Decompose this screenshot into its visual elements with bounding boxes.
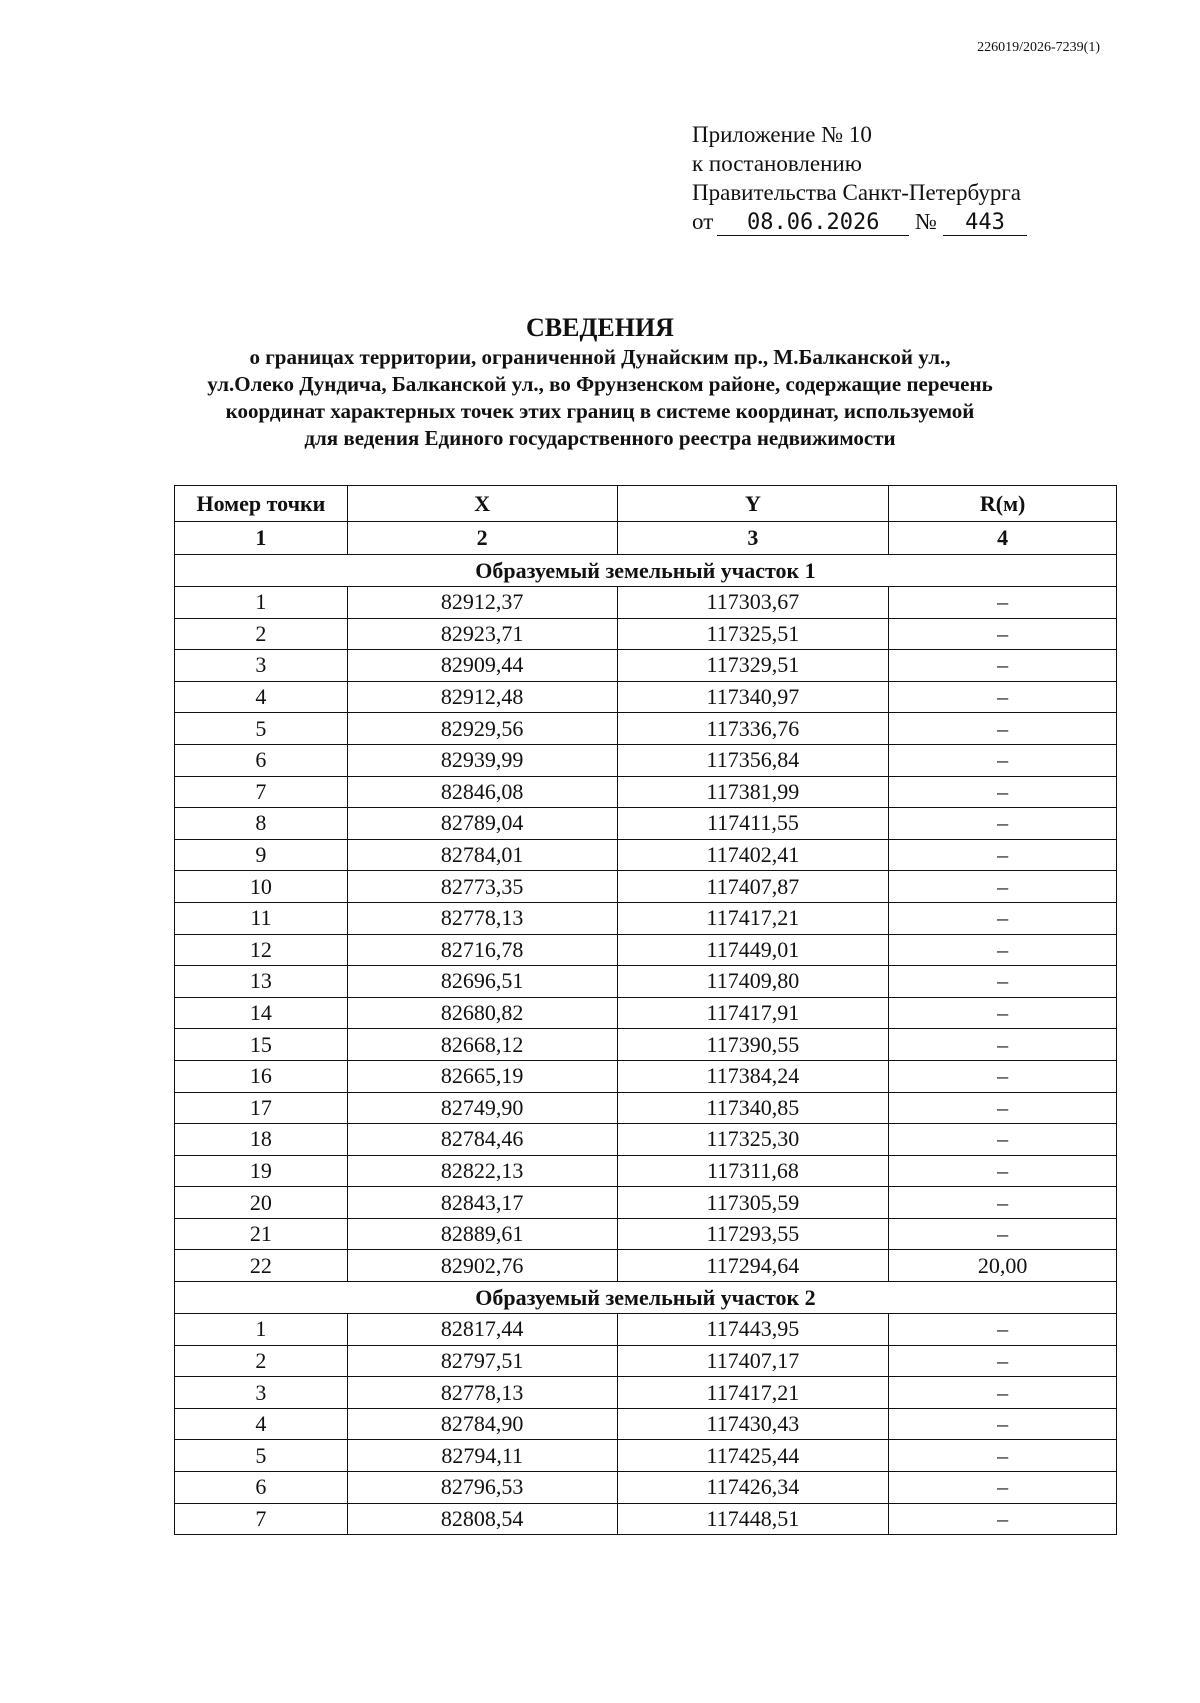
section-row (175, 555, 1117, 587)
decree-number: 443 (943, 211, 1027, 236)
radius-cell: – (889, 587, 1117, 619)
appendix-line-3: Правительства Санкт-Петербурга (692, 180, 1021, 205)
document-heading (150, 312, 1050, 452)
table-row (175, 1250, 1117, 1282)
x-cell: 82797,51 (347, 1345, 617, 1377)
point-number-cell: 17 (175, 1092, 348, 1124)
point-number-cell: 6 (175, 744, 348, 776)
y-cell: 117293,55 (617, 1218, 889, 1250)
x-cell: 82696,51 (347, 966, 617, 998)
appendix-block (692, 120, 1027, 236)
appendix-line-1: Приложение № 10 (692, 122, 872, 147)
point-number-cell: 5 (175, 1440, 348, 1472)
y-cell: 117303,67 (617, 587, 889, 619)
x-cell: 82939,99 (347, 744, 617, 776)
header-y: Y (617, 486, 889, 522)
radius-cell: – (889, 1218, 1117, 1250)
y-cell: 117409,80 (617, 966, 889, 998)
table-row (175, 808, 1117, 840)
appendix-line-2: к постановлению (692, 151, 862, 176)
point-number-cell: 14 (175, 997, 348, 1029)
header-x: X (347, 486, 617, 522)
y-cell: 117443,95 (617, 1314, 889, 1346)
x-cell: 82784,01 (347, 839, 617, 871)
y-cell: 117411,55 (617, 808, 889, 840)
point-number-cell: 1 (175, 587, 348, 619)
table-row (175, 1124, 1117, 1156)
point-number-cell: 4 (175, 1408, 348, 1440)
y-cell: 117425,44 (617, 1440, 889, 1472)
radius-cell: – (889, 839, 1117, 871)
radius-cell: – (889, 1472, 1117, 1504)
x-cell: 82789,04 (347, 808, 617, 840)
point-number-cell: 10 (175, 871, 348, 903)
point-number-cell: 7 (175, 776, 348, 808)
point-number-cell: 11 (175, 902, 348, 934)
radius-cell: – (889, 808, 1117, 840)
y-cell: 117449,01 (617, 934, 889, 966)
x-cell: 82902,76 (347, 1250, 617, 1282)
radius-cell: 20,00 (889, 1250, 1117, 1282)
header-radius: R(м) (889, 486, 1117, 522)
table-row (175, 902, 1117, 934)
x-cell: 82796,53 (347, 1472, 617, 1504)
date-prefix: от (692, 209, 714, 234)
point-number-cell: 1 (175, 1314, 348, 1346)
table-row (175, 1155, 1117, 1187)
table-row (175, 776, 1117, 808)
decree-date: 08.06.2026 (717, 211, 909, 236)
table-row (175, 1408, 1117, 1440)
radius-cell: – (889, 997, 1117, 1029)
x-cell: 82749,90 (347, 1092, 617, 1124)
radius-cell: – (889, 1029, 1117, 1061)
document-id: 226019/2026-7239(1) (977, 40, 1100, 55)
x-cell: 82794,11 (347, 1440, 617, 1472)
table-row (175, 997, 1117, 1029)
radius-cell: – (889, 776, 1117, 808)
point-number-cell: 22 (175, 1250, 348, 1282)
y-cell: 117417,91 (617, 997, 889, 1029)
x-cell: 82778,13 (347, 1377, 617, 1409)
table-row (175, 587, 1117, 619)
point-number-cell: 2 (175, 1345, 348, 1377)
table-row (175, 1314, 1117, 1346)
column-number: 4 (889, 522, 1117, 555)
header-point-number: Номер точки (175, 486, 348, 522)
x-cell: 82808,54 (347, 1503, 617, 1535)
y-cell: 117430,43 (617, 1408, 889, 1440)
radius-cell: – (889, 618, 1117, 650)
radius-cell: – (889, 1408, 1117, 1440)
y-cell: 117340,85 (617, 1092, 889, 1124)
section-row (175, 1282, 1117, 1314)
x-cell: 82846,08 (347, 776, 617, 808)
y-cell: 117417,21 (617, 902, 889, 934)
table-row (175, 1377, 1117, 1409)
point-number-cell: 6 (175, 1472, 348, 1504)
table-row (175, 934, 1117, 966)
y-cell: 117417,21 (617, 1377, 889, 1409)
table-row (175, 966, 1117, 998)
table-row (175, 744, 1117, 776)
x-cell: 82817,44 (347, 1314, 617, 1346)
y-cell: 117325,51 (617, 618, 889, 650)
column-number-row (175, 522, 1117, 555)
y-cell: 117402,41 (617, 839, 889, 871)
y-cell: 117407,17 (617, 1345, 889, 1377)
x-cell: 82778,13 (347, 902, 617, 934)
point-number-cell: 12 (175, 934, 348, 966)
point-number-cell: 16 (175, 1060, 348, 1092)
y-cell: 117390,55 (617, 1029, 889, 1061)
y-cell: 117356,84 (617, 744, 889, 776)
table-row (175, 1503, 1117, 1535)
y-cell: 117294,64 (617, 1250, 889, 1282)
x-cell: 82680,82 (347, 997, 617, 1029)
radius-cell: – (889, 681, 1117, 713)
x-cell: 82912,48 (347, 681, 617, 713)
radius-cell: – (889, 744, 1117, 776)
table-row (175, 650, 1117, 682)
radius-cell: – (889, 934, 1117, 966)
y-cell: 117325,30 (617, 1124, 889, 1156)
x-cell: 82889,61 (347, 1218, 617, 1250)
point-number-cell: 20 (175, 1187, 348, 1219)
table-row (175, 839, 1117, 871)
table-row (175, 1440, 1117, 1472)
section-title: Образуемый земельный участок 2 (175, 1282, 1117, 1314)
appendix-date-line (692, 207, 1027, 236)
radius-cell: – (889, 1345, 1117, 1377)
number-prefix: № (915, 209, 937, 234)
coordinates-table (174, 485, 1117, 1535)
point-number-cell: 8 (175, 808, 348, 840)
radius-cell: – (889, 1440, 1117, 1472)
table-row (175, 1029, 1117, 1061)
y-cell: 117381,99 (617, 776, 889, 808)
radius-cell: – (889, 1377, 1117, 1409)
table-row (175, 1060, 1117, 1092)
radius-cell: – (889, 1124, 1117, 1156)
radius-cell: – (889, 1503, 1117, 1535)
x-cell: 82784,90 (347, 1408, 617, 1440)
heading-line-4: для ведения Единого государственного реестра недвижимости (304, 426, 896, 450)
x-cell: 82923,71 (347, 618, 617, 650)
radius-cell: – (889, 1314, 1117, 1346)
column-number: 3 (617, 522, 889, 555)
point-number-cell: 18 (175, 1124, 348, 1156)
y-cell: 117329,51 (617, 650, 889, 682)
table-row (175, 1345, 1117, 1377)
x-cell: 82909,44 (347, 650, 617, 682)
y-cell: 117426,34 (617, 1472, 889, 1504)
table-row (175, 1218, 1117, 1250)
table-header-row (175, 486, 1117, 522)
radius-cell: – (889, 1060, 1117, 1092)
column-number: 2 (347, 522, 617, 555)
heading-line-3: координат характерных точек этих границ в системе координат, используемой (225, 399, 975, 423)
point-number-cell: 9 (175, 839, 348, 871)
point-number-cell: 4 (175, 681, 348, 713)
heading-title: СВЕДЕНИЯ (526, 313, 674, 342)
point-number-cell: 3 (175, 1377, 348, 1409)
section-title: Образуемый земельный участок 1 (175, 555, 1117, 587)
y-cell: 117340,97 (617, 681, 889, 713)
table-row (175, 1187, 1117, 1219)
point-number-cell: 19 (175, 1155, 348, 1187)
table-row (175, 1092, 1117, 1124)
y-cell: 117384,24 (617, 1060, 889, 1092)
x-cell: 82716,78 (347, 934, 617, 966)
x-cell: 82843,17 (347, 1187, 617, 1219)
table-row (175, 713, 1117, 745)
table-row (175, 681, 1117, 713)
x-cell: 82668,12 (347, 1029, 617, 1061)
radius-cell: – (889, 1187, 1117, 1219)
x-cell: 82929,56 (347, 713, 617, 745)
table-body (175, 555, 1117, 1535)
table-row (175, 871, 1117, 903)
heading-line-2: ул.Олеко Дундича, Балканской ул., во Фрунзенском районе, содержащие перечень (207, 372, 993, 396)
column-number: 1 (175, 522, 348, 555)
radius-cell: – (889, 650, 1117, 682)
table-row (175, 1472, 1117, 1504)
point-number-cell: 21 (175, 1218, 348, 1250)
point-number-cell: 13 (175, 966, 348, 998)
point-number-cell: 3 (175, 650, 348, 682)
y-cell: 117407,87 (617, 871, 889, 903)
y-cell: 117305,59 (617, 1187, 889, 1219)
heading-line-1: о границах территории, ограниченной Дунайским пр., М.Балканской ул., (249, 345, 951, 369)
x-cell: 82784,46 (347, 1124, 617, 1156)
x-cell: 82773,35 (347, 871, 617, 903)
x-cell: 82822,13 (347, 1155, 617, 1187)
radius-cell: – (889, 1155, 1117, 1187)
y-cell: 117311,68 (617, 1155, 889, 1187)
table-row (175, 618, 1117, 650)
radius-cell: – (889, 966, 1117, 998)
radius-cell: – (889, 1092, 1117, 1124)
x-cell: 82912,37 (347, 587, 617, 619)
point-number-cell: 5 (175, 713, 348, 745)
point-number-cell: 2 (175, 618, 348, 650)
y-cell: 117448,51 (617, 1503, 889, 1535)
y-cell: 117336,76 (617, 713, 889, 745)
radius-cell: – (889, 902, 1117, 934)
point-number-cell: 7 (175, 1503, 348, 1535)
radius-cell: – (889, 871, 1117, 903)
x-cell: 82665,19 (347, 1060, 617, 1092)
point-number-cell: 15 (175, 1029, 348, 1061)
radius-cell: – (889, 713, 1117, 745)
